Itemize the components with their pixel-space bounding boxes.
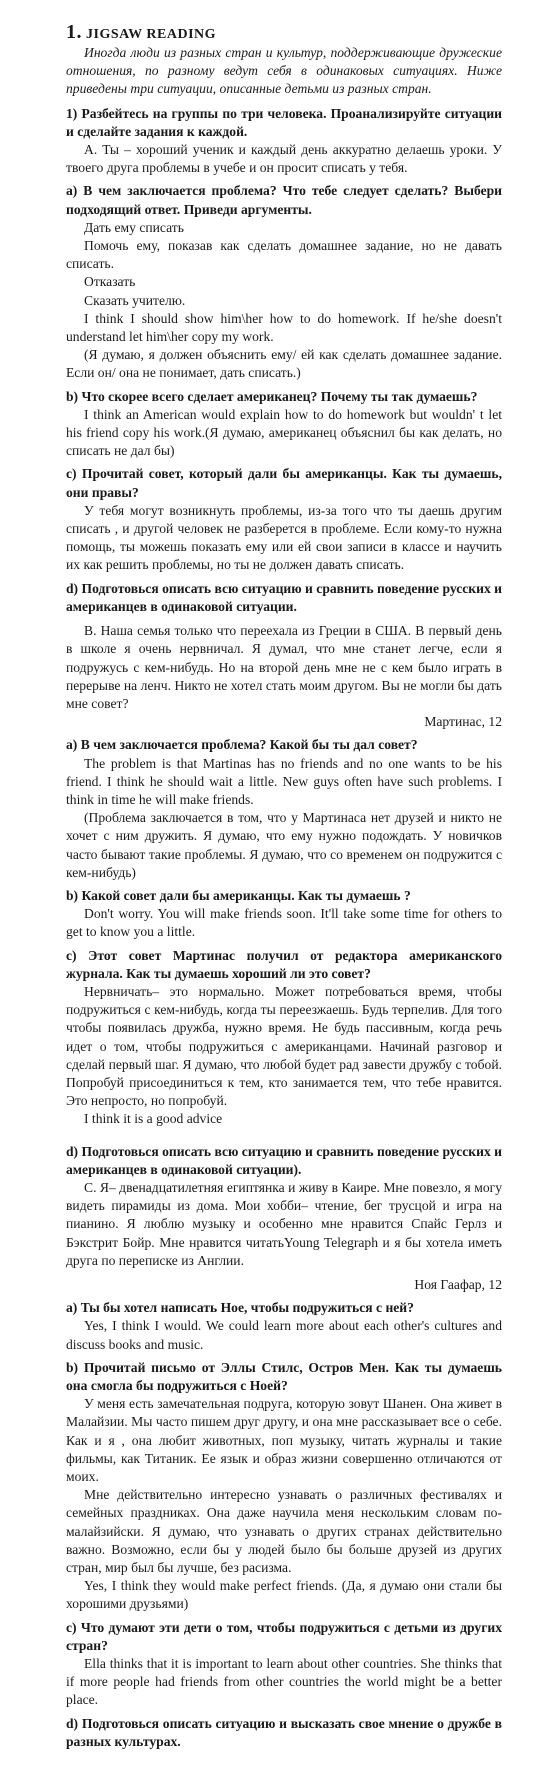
intro-paragraph: Иногда люди из разных стран и культур, поддерживающие дружеские отношения, по разному ведут себя в одинаковых ситуациях. Ниже приведены три ситуации, описанные детьми из разных стран. (66, 45, 502, 97)
exercise-header (66, 23, 502, 43)
section-a-answer-c: У тебя могут возникнуть проблемы, из-за того что ты даешь другим списать , и другой человек не разберется в проблеме. Если кому-то нужна помощь, ты можешь показать ему или ей свои записи в классе и научить их как решить проблемы, но ты не должен давать списать. (66, 502, 502, 573)
exercise-number: 1. (66, 21, 82, 43)
section-c-question-a: a) Ты бы хотел написать Ное, чтобы подружиться с ней? (66, 1300, 414, 1316)
option-item: Сказать учителю. (84, 292, 186, 308)
section-a-answer-a-ru: (Я думаю, я должен объяснить ему/ ей как сделать домашнее задание. Если он/ она не понимает, дать списать.) (66, 347, 502, 381)
letter-paragraph-1: У меня есть замечательная подруга, которую зовут Шанен. Она живет в Малайзии. Мы часто пишем друг другу, и она мне рассказывает все о себе. Как и я , она любит животных, поп музыку, читать журналы и такие фильмы, как Титаник. Ее язык и образ жизни совершенно отличаются от моих. (66, 1396, 502, 1485)
section-b-signature: Мартинас, 12 (424, 714, 502, 730)
section-a-question-d: d) Подготовься описать всю ситуацию и сравнить поведение русских и американцев в одинаковой ситуации. (66, 580, 502, 614)
section-b-question-c: c) Этот совет Мартинас получил от редактора американского журнала. Как ты думаешь хороший ли это совет? (66, 947, 502, 981)
section-b-answer-a-ru: (Проблема заключается в том, что у Мартинаса нет друзей и никто не хочет с ним дружить. Я думаю, что ему нужно подождать. У новичков часто бывают такие проблемы. Я думаю, что со временем он подружится с кем-нибудь) (66, 810, 502, 880)
section-a-answer-a-en: I think I should show him\her how to do homework. If he/she doesn't understand let him\her copy my work. (66, 310, 502, 345)
section-c-signature: Ноя Гаафар, 12 (414, 1277, 502, 1292)
section-b-answer-c: Нервничать– это нормально. Может потребоваться время, чтобы подружиться с кем-нибудь, когда ты переезжаешь. Будь терпелив. Для того чтобы появилась дружба, нужно время. Не будь пассивным, когда речь идет о том, чтобы подружиться с американцами. Начинай разговор и сделай первый шаг. Я думаю, что любой будет рад завести дружбу с тобой. Попробуй присоединиться к тем, кто занимается тем, что тебе нравится. Это непросто, но попробуй. (66, 983, 502, 1109)
section-c-answer-c: Ella thinks that it is important to learn about other countries. She thinks that if more people had friends from other countries the world might be a better place. (66, 1656, 502, 1708)
exercise-title: JIGSAW READING (86, 27, 217, 42)
section-b-question-d: d) Подготовься описать всю ситуацию и сравнить поведение русских и американцев в одинаковой ситуации). (66, 1143, 502, 1177)
letter-paragraph-2: Мне действительно интересно узнавать о различных фестивалях и семейных праздниках. Она даже научила меня нескольким словам по-малайзийски. Я думаю, что узнавать о других странах действительно важно. Возможно, если бы у людей было бы больше друзей из других стран, мир был бы лучше, без расизма. (66, 1487, 502, 1576)
section-b-answer-c2: I think it is a good advice (84, 1111, 223, 1127)
section-c-question-d: d) Подготовься описать ситуацию и высказать свое мнение о дружбе в разных культурах. (66, 1715, 502, 1749)
section-b-question-b: b) Какой совет дали бы американцы. Как ты думаешь ? (66, 887, 411, 903)
section-a-question-c: c) Прочитай совет, который дали бы американцы. Как ты думаешь, они правы? (66, 466, 502, 500)
section-c-question-b: b) Прочитай письмо от Эллы Стилс, Остров Мен. Как ты думаешь она смогла бы подружиться с Ноей? (66, 1359, 502, 1394)
section-b-answer-a-en: The problem is that Martinas has no friends and no one wants to be his friend. I think he should wait a little. New guys often have such problems. I think in time he will make friends. (66, 755, 502, 807)
section-a-question-a: a) В чем заключается проблема? Что тебе следует сделать? Выбери подходящий ответ. Приведи аргументы. (66, 183, 502, 217)
section-c-question-c: c) Что думают эти дети о том, чтобы подружиться с детьми из других стран? (66, 1619, 502, 1653)
option-item: Помочь ему, показав как сделать домашнее задание, но не давать списать. (66, 238, 502, 272)
option-item: Дать ему списать (84, 219, 184, 235)
document-content (66, 23, 502, 1751)
section-a-answer-b: I think an American would explain how to do homework but wouldn' t let his friend copy his work.(Я думаю, американец объяснил бы как делать, но списать не дал бы) (66, 406, 502, 459)
section-a-text: А. Ты – хороший ученик и каждый день аккуратно делаешь уроки. У твоего друга проблемы в учебе и он просит списать у тебя. (66, 142, 502, 176)
section-b-text: В. Наша семья только что переехала из Греции в США. В первый день в школе я очень нервничал. Я думал, что мне станет легче, если я подружусь с кем-нибудь. Но на второй день мне не с кем было играть в перерыве на ленч. Никто не хотел стать моим другом. Вы не могли бы дать мне совет? (66, 623, 502, 711)
section-c-text: С. Я– двенадцатилетняя египтянка и живу в Каире. Мне повезло, я могу видеть пирамиды из дома. Мои хобби– чтение, бег трусцой и игра на пианино. Я люблю музыку и особенно мне нравится Спайс Герлз и Бэкстрит Бойр. Мне нравится читатьYoung Telegraph и я бы хотела иметь друга по переписке из Англии. (66, 1179, 502, 1268)
section-a-question-b: b) Что скорее всего сделает американец? Почему ты так думаешь? (66, 388, 478, 404)
task-instruction: 1) Разбейтесь на группы по три человека. Проанализируйте ситуации и сделайте задания к каждой. (66, 105, 502, 139)
section-c-answer-a: Yes, I think I would. We could learn more about each other's cultures and discuss books and music. (66, 1318, 502, 1352)
option-item: Отказать (84, 274, 136, 290)
section-b-answer-b: Don't worry. You will make friends soon. It'll take some time for others to get to know you a little. (66, 906, 502, 940)
section-c-answer-b: Yes, I think they would make perfect friends. (Да, я думаю они стали бы хорошими друзьями) (66, 1578, 502, 1612)
section-b-question-a: a) В чем заключается проблема? Какой бы ты дал совет? (66, 737, 418, 753)
